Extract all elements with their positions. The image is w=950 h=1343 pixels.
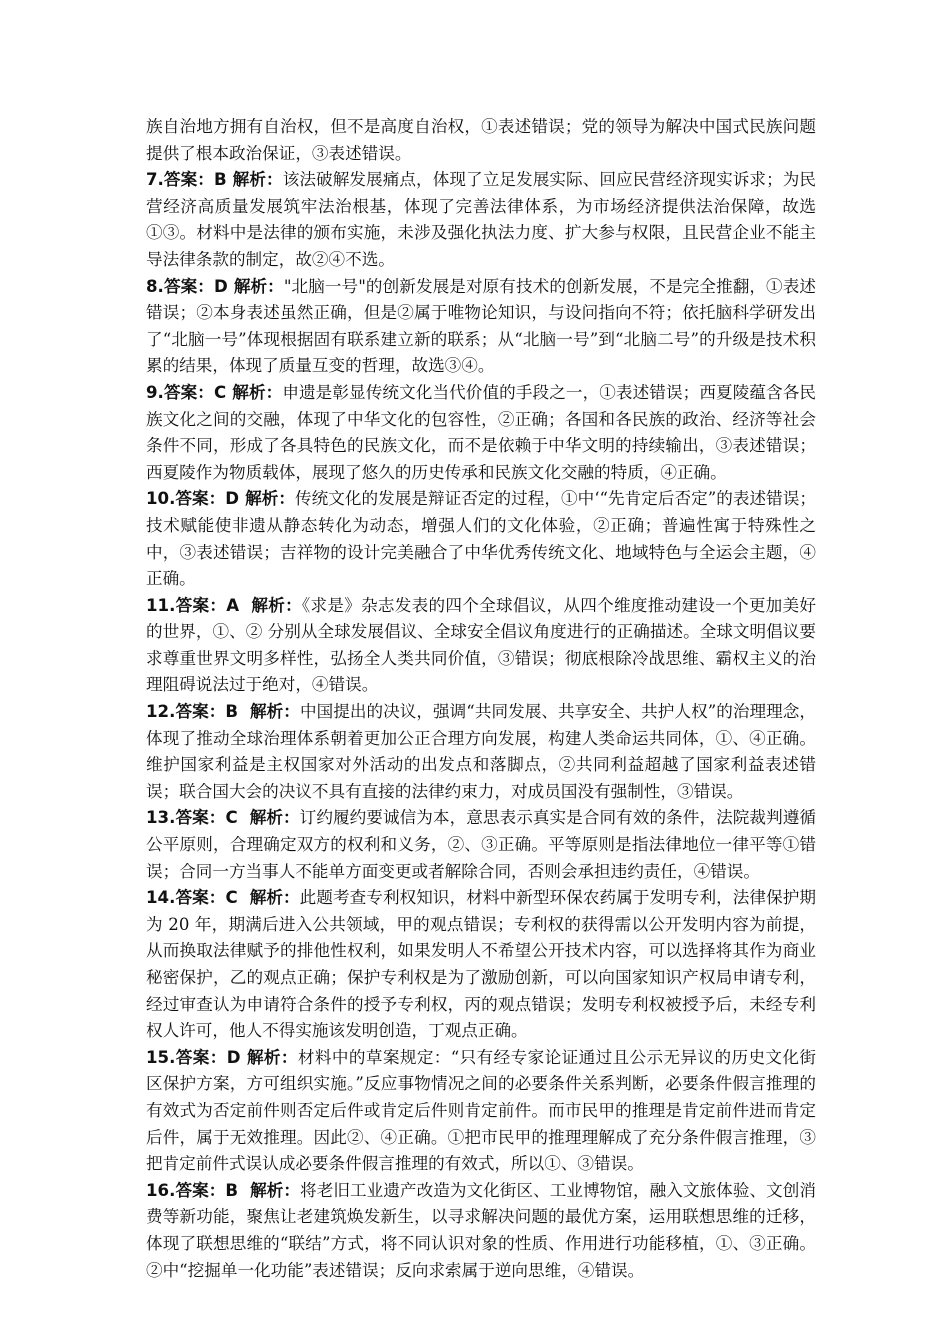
answer-item-16 [146, 1178, 816, 1284]
analysis-text: 订约履约要诚信为本，意思表示真实是合同有效的条件，法院裁判遵循公平原则，合理确定双方的权利和义务，②、③正确。平等原则是指法律地位一律平等①错误；合同一方当事人不能单方面变更或者解除合同，否则会承担违约责任，④错误。 [146, 808, 817, 881]
analysis-text: 传统文化的发展是辩证否定的过程，①中‘“先肯定后否定”的表述错误；技术赋能使非遗从静态转化为动态，增强人们的文化体验，②正确；普遍性寓于特殊性之中，③表述错误；吉祥物的设计完美融合了中华优秀传统文化、地域特色与全运会主题，④正确。 [146, 489, 816, 589]
intro-paragraph: 族自治地方拥有自治权，但不是高度自治权，①表述错误；党的领导为解决中国式民族问题提供了根本政治保证，③表述错误。 [146, 117, 816, 163]
item-number: 14. [146, 888, 176, 908]
analysis-label: 解析： [250, 1180, 301, 1200]
analysis-text: 该法破解发展痛点，体现了立足发展实际、回应民营经济现实诉求；为民营经济高质量发展筑牢法治根基，体现了完善法律体系，为市场经济提供法治保障，故选①③。材料中是法律的颁布实施，未涉及强化执法力度、扩大参与权限，且民营企业不能主导法律条款的制定，故②④不选。 [146, 170, 817, 269]
answer-key: 答案：C [175, 888, 238, 908]
analysis-text: 申遗是彰显传统文化当代价值的手段之一，①表述错误；西夏陵蕴含各民族文化之间的交融，体现了中华文化的包容性，②正确；各国和各民族的政治、经济等社会条件不同，形成了各具特色的民族文化，而不是依赖于中华文明的持续输出，③表述错误；西夏陵作为物质载体，展现了悠久的历史传承和民族文化交融的特质，④正确。 [146, 382, 817, 482]
item-number: 15. [146, 1047, 176, 1067]
analysis-text: 中国提出的决议，强调“共同发展、共享安全、共护人权”的治理理念，体现了推动全球治理体系朝着更加公正合理方向发展，构建人类命运共同体，①、④正确。维护国家利益是主权国家对外活动的出发点和落脚点，②共同利益超越了国家利益表述错误；联合国大会的决议不具有直接的法律约束力，对成员国没有强制性，③错误。 [146, 702, 816, 801]
answer-item-10 [146, 486, 816, 592]
analysis-label: 解析： [232, 382, 283, 402]
answer-key: 答案：D [163, 276, 228, 296]
answer-key: 答案：A [175, 595, 240, 615]
analysis-text: 此题考查专利权知识，材料中新型环保农药属于发明专利，法律保护期为 20 年，期满后进入公共领域，甲的观点错误；专利权的获得需以公开发明内容为前提，从而换取法律赋予的排他性权利，如果发明人不希望公开技术内容，可以选择将其作为商业秘密保护，乙的观点正确；保护专利权是为了激励创新，可以向国家知识产权局申请专利，经过审查认为申请符合条件的授予专利权，丙的观点错误；发明专利权被授予后，未经专利权人许可，他人不得实施该发明创造，丁观点正确。 [146, 888, 817, 1041]
item-number: 12. [146, 702, 176, 722]
answer-item-9 [146, 380, 816, 486]
analysis-label: 解析： [249, 888, 300, 908]
item-number: 10. [146, 489, 176, 509]
analysis-text: 将老旧工业遗产改造为文化街区、工业博物馆，融入文旅体验、文创消费等新功能，聚焦让老建筑焕发新生，以寻求解决问题的最优方案，运用联想思维的迁移，体现了联想思维的“联结”方式，将不同认识对象的性质、作用进行功能移植，①、③正确。②中“挖掘单一化功能”表述错误；反向求索属于逆向思维，④错误。 [146, 1180, 817, 1280]
answer-item-14 [146, 885, 816, 1045]
analysis-label: 解析： [245, 489, 295, 509]
item-number: 13. [146, 808, 176, 828]
answer-item-8 [146, 274, 816, 380]
answer-key: 答案：C [175, 808, 238, 828]
answer-item-15 [146, 1045, 816, 1178]
item-number: 8. [146, 276, 164, 296]
analysis-label: 解析： [251, 595, 302, 615]
analysis-label: 解析： [250, 702, 300, 722]
item-number: 11. [146, 595, 176, 615]
answer-key: 答案：B [175, 702, 238, 722]
analysis-text: 材料中的草案规定：“只有经专家论证通过且公示无异议的历史文化街区保护方案，方可组织实施。”反应事物情况之间的必要条件关系判断，必要条件假言推理的有效式为否定前件则否定后件或肯定后件则肯定前件。而市民甲的推理是肯定前件进而肯定后件，属于无效推理。因此②、④正确。①把市民甲的推理理解成了充分条件假言推理，③把肯定前件式误认成必要条件假言推理的有效式，所以①、③错误。 [146, 1047, 817, 1174]
analysis-label: 解析： [233, 276, 284, 296]
analysis-label: 解析： [246, 1047, 298, 1067]
item-number: 16. [146, 1180, 176, 1200]
answer-key: 答案：D [175, 489, 240, 509]
answer-key: 答案：B [175, 1180, 239, 1200]
analysis-label: 解析： [249, 808, 300, 828]
item-number: 7. [146, 170, 164, 190]
analysis-label: 解析： [232, 170, 283, 190]
answer-item-11 [146, 593, 816, 699]
analysis-text: 《求是》杂志发表的四个全球倡议，从四个维度推动建设一个更加美好的世界，①、② 分别从全球发展倡议、全球安全倡议角度进行的正确描述。全球文明倡议要求尊重世界文明多样性，弘扬全人类共同价值，③错误；彻底根除冷战思维、霸权主义的治理阻碍说法过于绝对，④错误。 [146, 595, 816, 695]
answer-item-7 [146, 167, 816, 273]
item-number: 9. [146, 382, 164, 402]
answer-key: 答案：B [163, 170, 227, 190]
answer-item-12 [146, 699, 816, 805]
analysis-text: "北脑一号"的创新发展是对原有技术的创新发展，不是完全推翻，①表述错误；②本身表述虽然正确，但是②属于唯物论知识，与设问指向不符；依托脑科学研发出了“北脑一号”体现根据固有联系建立新的联系；从“北脑一号”到“北脑二号”的升级是技术积累的结果，体现了质量互变的哲理，故选③④。 [146, 276, 816, 376]
answer-item-13 [146, 805, 816, 885]
answer-key: 答案：C [163, 382, 227, 402]
answer-key: 答案：D [175, 1047, 241, 1067]
